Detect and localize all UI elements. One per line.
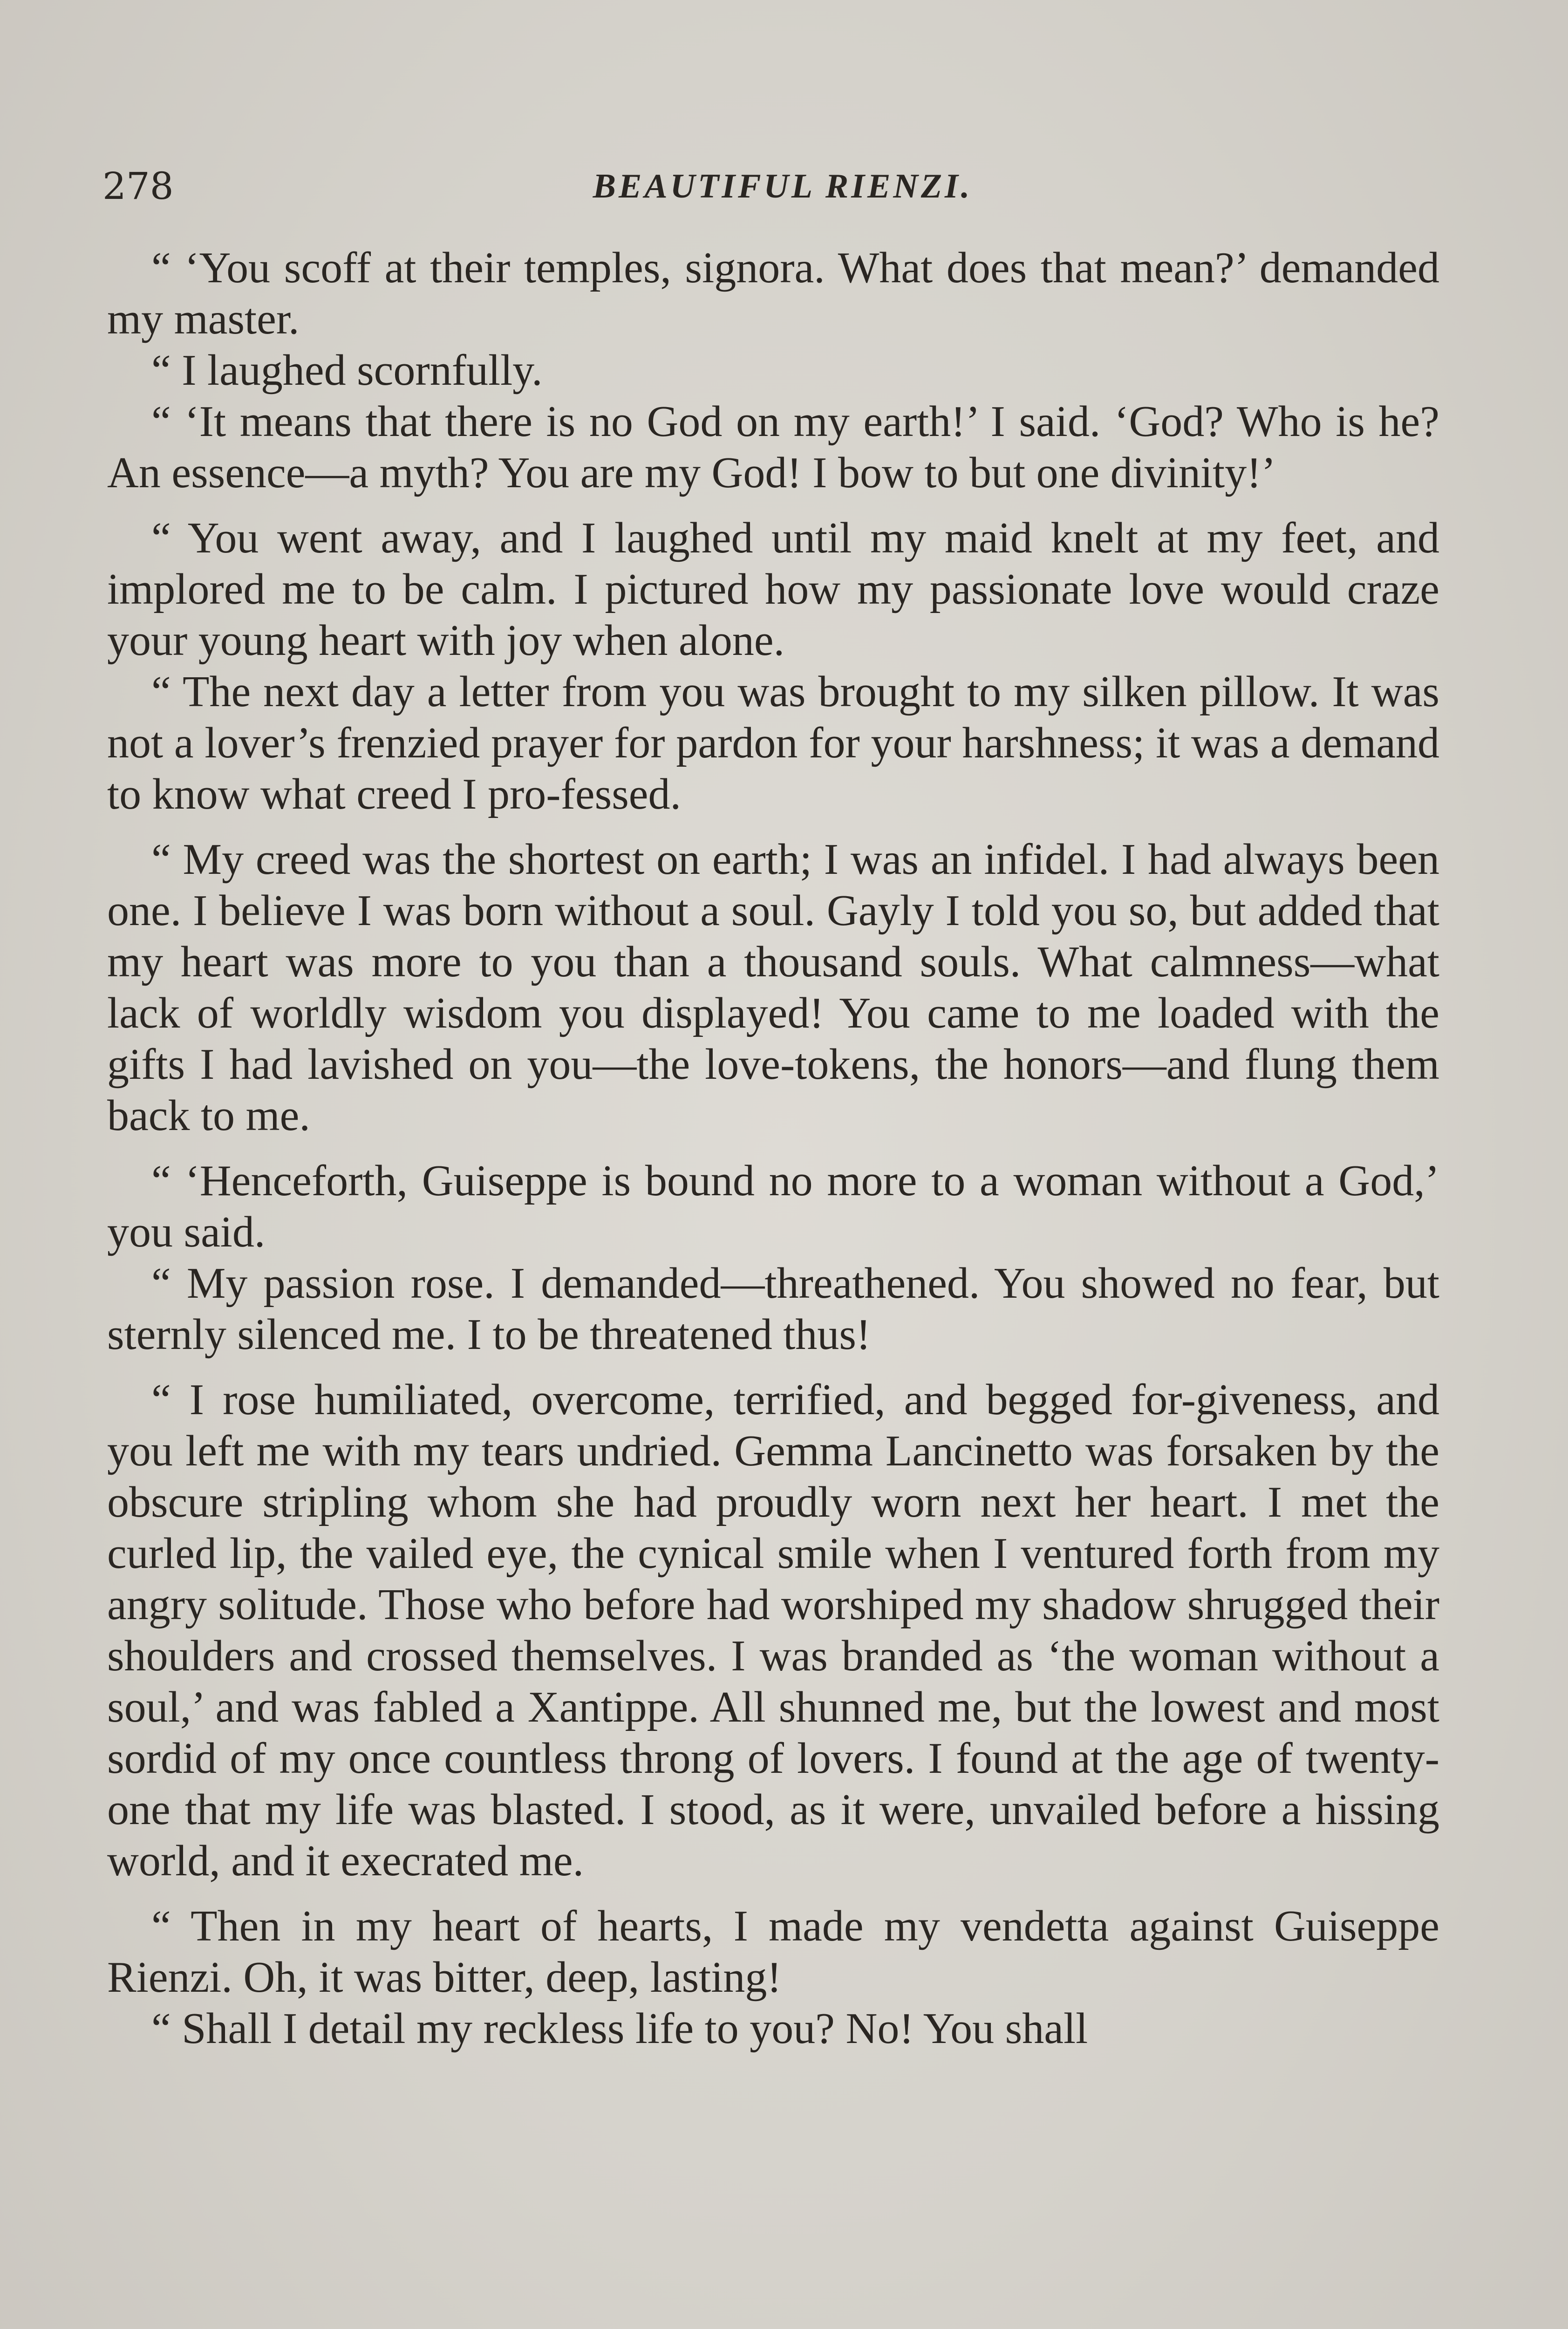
book-title: BEAUTIFUL RIENZI. bbox=[593, 167, 973, 205]
paragraph: “ You went away, and I laughed until my maid knelt at my feet, and implored me to be calm. I pictured how my passionate love would craze your young heart with joy when alone. bbox=[107, 514, 1439, 665]
paragraph: “ ‘It means that there is no God on my earth!’ I said. ‘God? Who is he? An essence—a myth? You are my God! I bow to but one divinity!’ bbox=[107, 397, 1439, 497]
page-number: 278 bbox=[102, 164, 174, 208]
body-text bbox=[107, 242, 1439, 2054]
paragraph: “ My creed was the shortest on earth; I was an infidel. I had always been one. I believe I was born without a soul. Gayly I told you so, but added that my heart was more to you than a thousand souls. What calmness—what lack of worldly wisdom you displayed! You came to me loaded with the gifts I had lavished on you—the love-tokens, the honors—and flung them back to me. bbox=[107, 835, 1439, 1140]
paragraph: “ ‘Henceforth, Guiseppe is bound no more to a woman without a God,’ you said. bbox=[107, 1157, 1439, 1256]
paragraph: “ Shall I detail my reckless life to you? No! You shall bbox=[151, 2004, 1088, 2053]
paragraph: “ I rose humiliated, overcome, terrified, and begged for-giveness, and you left me with my tears undried. Gemma Lancinetto was forsaken by the obscure stripling whom she had proudly worn next her heart. I met the curled lip, the vailed eye, the cynical smile when I ventured forth from my angry solitude. Those who before had worshiped my shadow shrugged their shoulders and crossed themselves. I was branded as ‘the woman without a soul,’ and was fabled a Xantippe. All shunned me, but the lowest and most sordid of my once countless throng of lovers. I found at the age of twenty-one that my life was blasted. I stood, as it were, unvailed before a hissing world, and it execrated me. bbox=[107, 1376, 1439, 1885]
running-head bbox=[102, 161, 1463, 212]
paragraph: “ My passion rose. I demanded—threathened. You showed no fear, but sternly silenced me. I to be threatened thus! bbox=[107, 1259, 1439, 1359]
paragraph: “ Then in my heart of hearts, I made my vendetta against Guiseppe Rienzi. Oh, it was bitter, deep, lasting! bbox=[107, 1902, 1439, 2002]
paragraph: “ I laughed scornfully. bbox=[151, 346, 543, 395]
paragraph: “ The next day a letter from you was brought to my silken pillow. It was not a lover’s frenzied prayer for pardon for your harshness; it was a demand to know what creed I pro-fessed. bbox=[107, 667, 1439, 818]
paragraph: “ ‘You scoff at their temples, signora. What does that mean?’ demanded my master. bbox=[107, 244, 1439, 343]
